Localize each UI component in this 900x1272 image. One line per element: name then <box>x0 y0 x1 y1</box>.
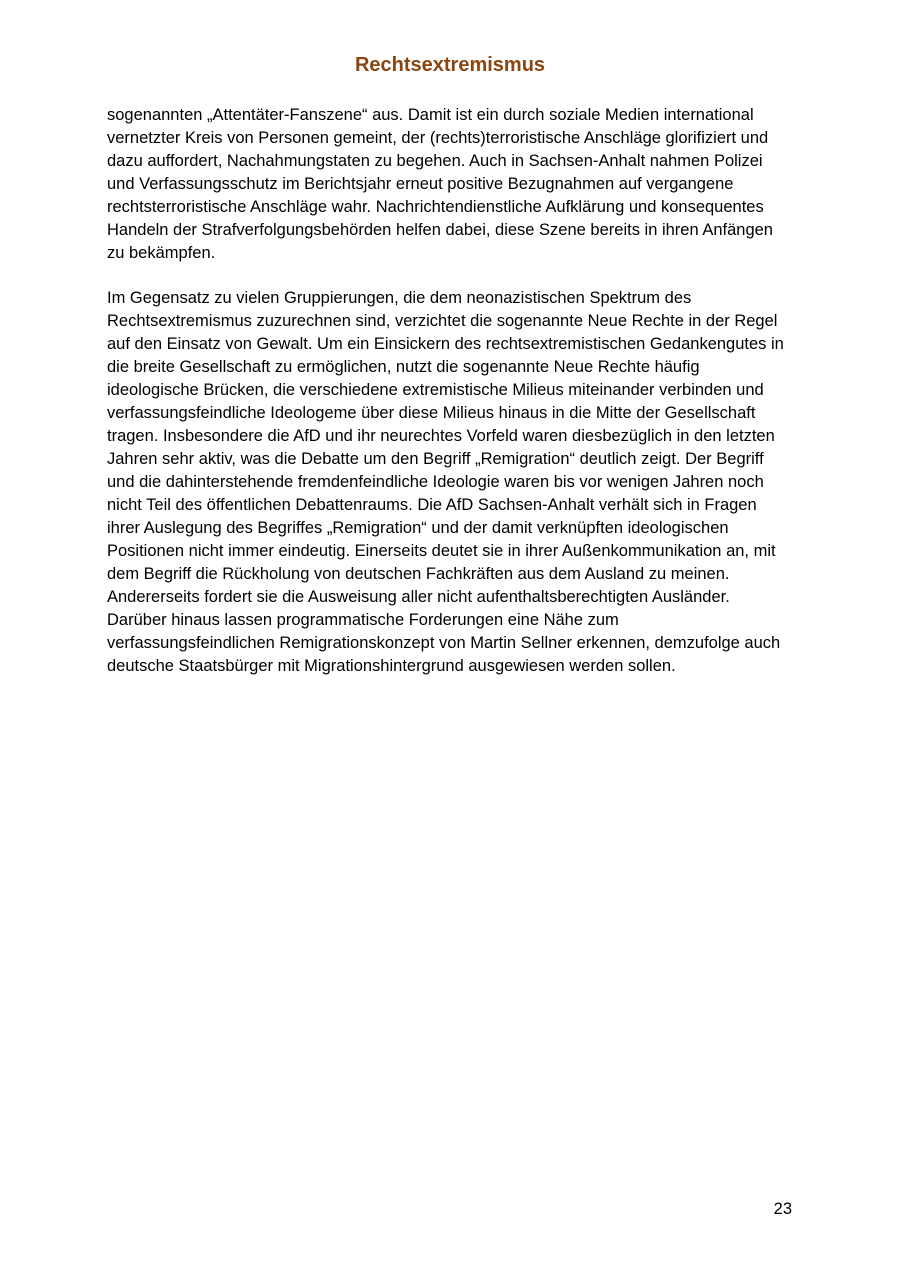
text-line: vernetzter Kreis von Personen gemeint, der (rechts)terroristische Anschläge glorifiziert und <box>107 129 769 147</box>
text-line: tragen. Insbesondere die AfD und ihr neurechtes Vorfeld waren diesbezüglich in den letzten <box>107 427 775 445</box>
paragraph-2 <box>107 287 807 678</box>
text-line: Andererseits fordert sie die Ausweisung aller nicht aufenthaltsberechtigten Ausländer. <box>107 588 730 606</box>
text-line: die breite Gesellschaft zu ermöglichen, nutzt die sogenannte Neue Rechte häufig <box>107 358 700 376</box>
text-line: Im Gegensatz zu vielen Gruppierungen, die dem neonazistischen Spektrum des <box>107 289 692 307</box>
text-line: sogenannten „Attentäter-Fanszene“ aus. Damit ist ein durch soziale Medien international <box>107 106 754 124</box>
text-line: Rechtsextremismus zuzurechnen sind, verzichtet die sogenannte Neue Rechte in der Regel <box>107 312 778 330</box>
text-line: deutsche Staatsbürger mit Migrationshintergrund ausgewiesen werden sollen. <box>107 657 676 675</box>
body-text <box>107 104 807 678</box>
text-line: und Verfassungsschutz im Berichtsjahr erneut positive Bezugnahmen auf vergangene <box>107 175 734 193</box>
text-line: verfassungsfeindliche Ideologeme über diese Milieus hinaus in die Mitte der Gesellschaft <box>107 404 756 422</box>
text-line: nicht Teil des öffentlichen Debattenraums. Die AfD Sachsen-Anhalt verhält sich in Fragen <box>107 496 757 514</box>
text-line: Darüber hinaus lassen programmatische Forderungen eine Nähe zum <box>107 611 619 629</box>
text-line: und die dahinterstehende fremdenfeindliche Ideologie waren bis vor wenigen Jahren noch <box>107 473 764 491</box>
text-line: ideologische Brücken, die verschiedene extremistische Milieus miteinander verbinden und <box>107 381 764 399</box>
page-title: Rechtsextremismus <box>354 54 546 76</box>
text-line: rechtsterroristische Anschläge wahr. Nachrichtendienstliche Aufklärung und konsequentes <box>107 198 764 216</box>
page-number: 23 <box>773 1200 792 1218</box>
text-line: Jahren sehr aktiv, was die Debatte um den Begriff „Remigration“ deutlich zeigt. Der Begriff <box>107 450 764 468</box>
paragraph-1 <box>107 104 807 265</box>
text-line: Handeln der Strafverfolgungsbehörden helfen dabei, diese Szene bereits in ihren Anfängen <box>107 221 773 239</box>
text-line: verfassungsfeindlichen Remigrationskonzept von Martin Sellner erkennen, demzufolge auch <box>107 634 781 652</box>
text-line: dem Begriff die Rückholung von deutschen Fachkräften aus dem Ausland zu meinen. <box>107 565 730 583</box>
text-line: dazu auffordert, Nachahmungstaten zu begehen. Auch in Sachsen-Anhalt nahmen Polizei <box>107 152 763 170</box>
text-line: auf den Einsatz von Gewalt. Um ein Einsickern des rechtsextremistischen Gedankengutes in <box>107 335 784 353</box>
text-line: ihrer Auslegung des Begriffes „Remigration“ und der damit verknüpften ideologischen <box>107 519 729 537</box>
text-line: Positionen nicht immer eindeutig. Einerseits deutet sie in ihrer Außenkommunikation an, mit <box>107 542 776 560</box>
text-line: zu bekämpfen. <box>107 244 216 262</box>
